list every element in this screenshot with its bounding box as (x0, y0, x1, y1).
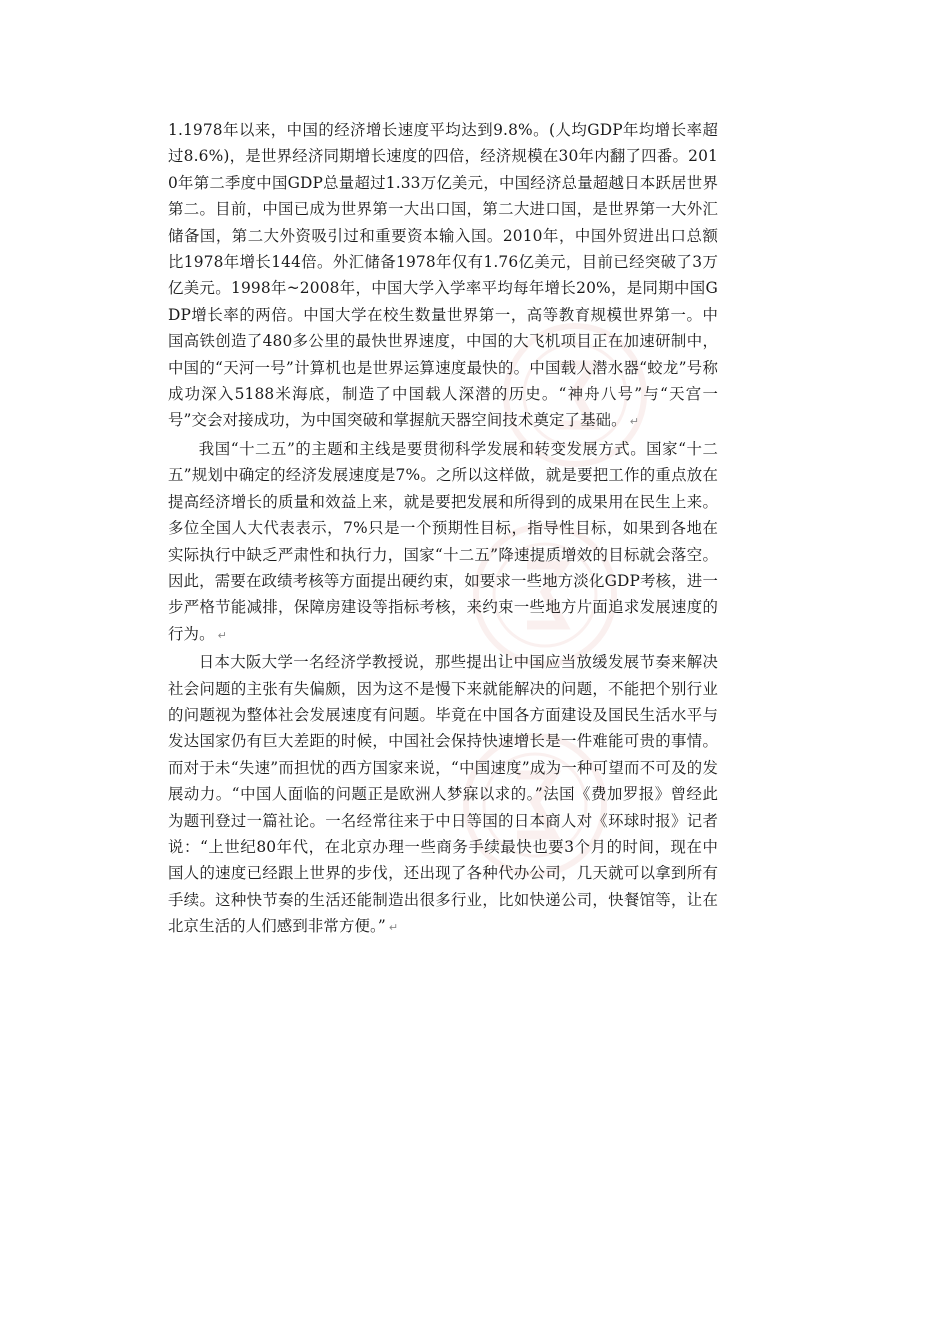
paragraph-mark-icon: ↵ (217, 628, 227, 642)
paragraph-text: 日本大阪大学一名经济学教授说，那些提出让中国应当放缓发展节奏来解决社会问题的主张有失偏颇，因为这不是慢下来就能解决的问题，不能把个别行业的问题视为整体社会发展速度有问题。毕竟在中国各方面建设及国民生活水平与发达国家仍有巨大差距的时候，中国社会保持快速增长是一件难能可贵的事情。而对于未“失速”而担忧的西方国家来说，“中国速度”成为一种可望而不可及的发展动力。“中国人面临的问题正是欧洲人梦寐以求的。”法国《费加罗报》曾经此为题刊登过一篇社论。一名经常往来于中日等国的日本商人对《环球时报》记者说：“上世纪80年代，在北京办理一些商务手续最快也要3个月的时间，现在中国人的速度已经跟上世界的步伐，还出现了各种代办公司，几天就可以拿到所有手续。这种快节奏的生活还能制造出很多行业，比如快递公司，快餐馆等，让在北京生活的人们感到非常方便。” (168, 653, 718, 936)
paragraph-text: 我国“十二五”的主题和主线是要贯彻科学发展和转变发展方式。国家“十二五”规划中确定的经济发展速度是7%。之所以这样做，就是要把工作的重点放在提高经济增长的质量和效益上来，就是要把发展和所得到的成果用在民生上来。多位全国人大代表表示，7%只是一个预期性目标，指导性目标，如果到各地在实际执行中缺乏严肃性和执行力，国家“十二五”降速提质增效的目标就会落空。因此，需要在政绩考核等方面提出硬约束，如要求一些地方淡化GDP考核，进一步严格节能减排，保障房建设等指标考核，来约束一些地方片面追求发展速度的行为。 (168, 439, 718, 643)
paragraph-mark-icon: ↵ (629, 415, 640, 429)
document-body (168, 117, 718, 942)
paragraph-text: 1.1978年以来，中国的经济增长速度平均达到9.8%。(人均GDP年均增长率超过8.6%)，是世界经济同期增长速度的四倍，经济规模在30年内翻了四番。2010年第二季度中国GDP总量超过1.33万亿美元，中国经济总量超越日本跃居世界第二。目前，中国已成为世界第一大出口国，第二大进口国，是世界第一大外汇储备国，第二大外资吸引过和重要资本输入国。2010年，中国外贸进出口总额比1978年增长144倍。外汇储备1978年仅有1.76亿美元，目前已经突破了3万亿美元。1998年~2008年，中国大学入学率平均每年增长20%，是同期中国GDP增长率的两倍。中国大学在校生数量世界第一，高等教育规模世界第一。中国高铁创造了480多公里的最快世界速度，中国的大飞机项目正在加速研制中，中国的“天河一号”计算机也是世界运算速度最快的。中国载人潜水器“蛟龙”号称成功深入5188米海底，制造了中国载人深潜的历史。“神舟八号”与“天宫一号”交会对接成功，为中国突破和掌握航天器空间技术奠定了基础。 (168, 121, 718, 430)
paragraph-2 (168, 436, 718, 649)
paragraph-1 (168, 117, 718, 436)
paragraph-3 (168, 649, 718, 941)
paragraph-mark-icon: ↵ (388, 921, 399, 935)
